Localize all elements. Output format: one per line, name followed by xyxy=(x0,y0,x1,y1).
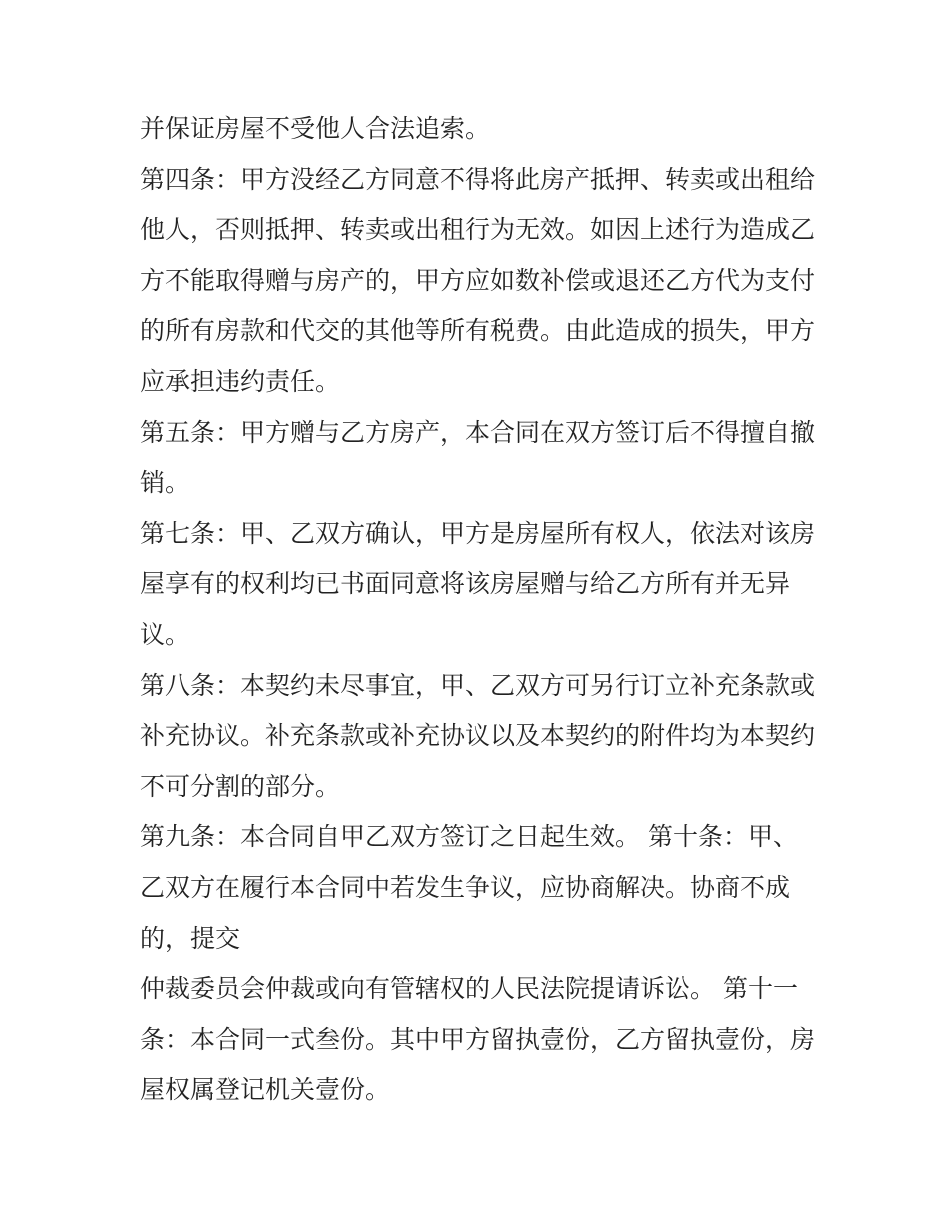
text-line: 销。 xyxy=(140,468,191,498)
text-line: 的所有房款和代交的其他等所有税费。由此造成的损失，甲方 xyxy=(140,316,816,346)
contract-body xyxy=(140,104,830,1116)
text-line: 第七条：甲、乙双方确认，甲方是房屋所有权人，依法对该房 xyxy=(140,518,816,548)
text-line: 乙双方在履行本合同中若发生争议，应协商解决。协商不成 xyxy=(140,872,791,902)
text-line: 第八条：本契约未尽事宜，甲、乙双方可另行订立补充条款或 xyxy=(140,670,816,700)
text-line: 第九条：本合同自甲乙双方签订之日起生效。 第十条：甲、 xyxy=(140,822,798,852)
text-line: 仲裁委员会仲裁或向有管辖权的人民法院提请诉讼。 第十一 xyxy=(140,974,798,1004)
text-line: 屋享有的权利均已书面同意将该房屋赠与给乙方所有并无异 xyxy=(140,569,791,599)
text-line: 他人，否则抵押、转卖或出租行为无效。如因上述行为造成乙 xyxy=(140,215,816,245)
text-line: 条：本合同一式叁份。其中甲方留执壹份，乙方留执壹份，房 xyxy=(140,1024,816,1054)
text-line: 不可分割的部分。 xyxy=(140,771,341,801)
text-line: 方不能取得赠与房产的，甲方应如数补偿或退还乙方代为支付 xyxy=(140,265,816,295)
text-line: 屋权属登记机关壹份。 xyxy=(140,1075,391,1105)
text-line: 应承担违约责任。 xyxy=(140,366,341,396)
text-line: 第五条：甲方赠与乙方房产，本合同在双方签订后不得擅自撤 xyxy=(140,417,816,447)
text-line: 并保证房屋不受他人合法追索。 xyxy=(140,114,491,143)
text-line: 补充协议。补充条款或补充协议以及本契约的附件均为本契约 xyxy=(140,721,816,751)
text-line: 议。 xyxy=(140,619,191,649)
text-line: 的，提交 xyxy=(140,923,241,953)
text-line: 第四条：甲方没经乙方同意不得将此房产抵押、转卖或出租给 xyxy=(140,164,816,194)
